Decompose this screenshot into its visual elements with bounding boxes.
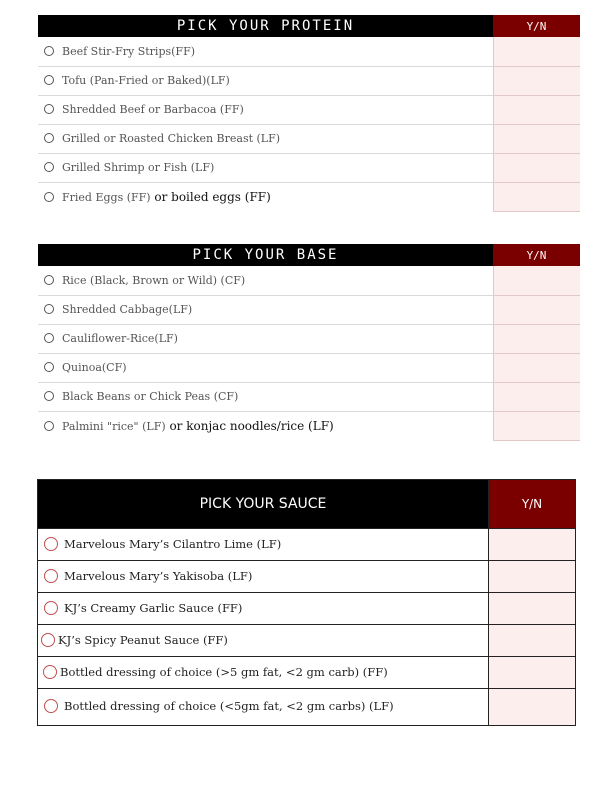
radio-button[interactable] [44, 333, 54, 343]
list-item: Quinoa(CF) [38, 353, 493, 382]
list-item: Shredded Cabbage(LF) [38, 295, 493, 324]
yn-cell[interactable] [493, 95, 580, 124]
radio-button[interactable] [41, 633, 55, 647]
list-item: Bottled dressing of choice (<5gm fat, <2 gm carbs) (LF) [38, 689, 489, 726]
yn-cell[interactable] [493, 295, 580, 324]
yn-cell[interactable] [489, 625, 576, 657]
list-item: Palmini "rice" (LF) or konjac noodles/rice (LF) [38, 411, 493, 440]
protein-title: PICK YOUR PROTEIN [38, 15, 493, 37]
yn-cell[interactable] [493, 266, 580, 295]
radio-button[interactable] [44, 421, 54, 431]
list-item: Grilled or Roasted Chicken Breast (LF) [38, 124, 493, 153]
radio-button[interactable] [44, 391, 54, 401]
radio-button[interactable] [43, 665, 57, 679]
radio-button[interactable] [44, 304, 54, 314]
radio-button[interactable] [44, 275, 54, 285]
list-item: KJ’s Creamy Garlic Sauce (FF) [38, 593, 489, 625]
radio-button[interactable] [44, 569, 58, 583]
protein-yn-header: Y/N [493, 15, 580, 37]
yn-cell[interactable] [493, 353, 580, 382]
list-item: Cauliflower-Rice(LF) [38, 324, 493, 353]
yn-cell[interactable] [493, 382, 580, 411]
list-item: Marvelous Mary’s Yakisoba (LF) [38, 561, 489, 593]
yn-cell[interactable] [489, 561, 576, 593]
sauce-title: PICK YOUR SAUCE [38, 480, 489, 529]
list-item: Rice (Black, Brown or Wild) (CF) [38, 266, 493, 295]
base-section [38, 244, 580, 441]
radio-button[interactable] [44, 104, 54, 114]
list-item: Marvelous Mary’s Cilantro Lime (LF) [38, 529, 489, 561]
protein-section [38, 15, 580, 212]
radio-button[interactable] [44, 162, 54, 172]
radio-button[interactable] [44, 699, 58, 713]
list-item: Black Beans or Chick Peas (CF) [38, 382, 493, 411]
list-item: KJ’s Spicy Peanut Sauce (FF) [38, 625, 489, 657]
yn-cell[interactable] [493, 182, 580, 211]
yn-cell[interactable] [489, 593, 576, 625]
yn-cell[interactable] [489, 689, 576, 726]
sauce-section [37, 479, 575, 726]
yn-cell[interactable] [489, 657, 576, 689]
radio-button[interactable] [44, 75, 54, 85]
yn-cell[interactable] [493, 37, 580, 66]
yn-cell[interactable] [493, 411, 580, 440]
base-title: PICK YOUR BASE [38, 244, 493, 266]
yn-cell[interactable] [493, 153, 580, 182]
radio-button[interactable] [44, 362, 54, 372]
base-yn-header: Y/N [493, 244, 580, 266]
yn-cell[interactable] [489, 529, 576, 561]
list-item: Shredded Beef or Barbacoa (FF) [38, 95, 493, 124]
list-item: Tofu (Pan-Fried or Baked)(LF) [38, 66, 493, 95]
radio-button[interactable] [44, 192, 54, 202]
sauce-yn-header: Y/N [489, 480, 576, 529]
yn-cell[interactable] [493, 124, 580, 153]
radio-button[interactable] [44, 133, 54, 143]
radio-button[interactable] [44, 601, 58, 615]
list-item: Grilled Shrimp or Fish (LF) [38, 153, 493, 182]
radio-button[interactable] [44, 537, 58, 551]
radio-button[interactable] [44, 46, 54, 56]
yn-cell[interactable] [493, 324, 580, 353]
list-item: Fried Eggs (FF) or boiled eggs (FF) [38, 182, 493, 211]
yn-cell[interactable] [493, 66, 580, 95]
list-item: Bottled dressing of choice (>5 gm fat, <2 gm carb) (FF) [38, 657, 489, 689]
list-item: Beef Stir-Fry Strips(FF) [38, 37, 493, 66]
